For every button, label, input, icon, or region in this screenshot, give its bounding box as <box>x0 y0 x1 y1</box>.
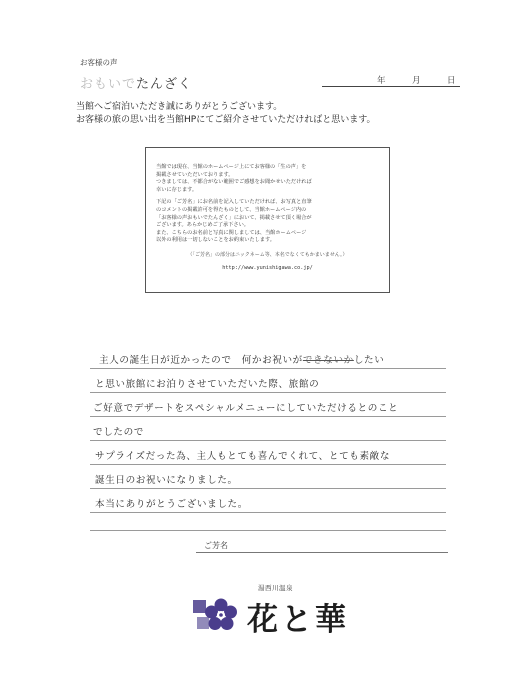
title-dark-part: たんざく <box>136 77 193 92</box>
comment-rule <box>90 440 446 441</box>
voice-label: お客様の声 <box>80 58 118 67</box>
notice-line: 下記の「ご芳名」にお名前を記入していただければ、お写真と直筆 <box>156 199 312 206</box>
handwritten-text: 主人の誕生日が近かったので 何かお祝いが <box>99 355 303 366</box>
handwritten-line-4: でしたので <box>93 427 144 438</box>
logo-subtitle: 湯西川温泉 <box>258 584 293 592</box>
handwritten-strikethrough: できないか <box>302 355 354 366</box>
handwritten-text: したい <box>353 355 385 366</box>
intro-line-2: お客様の旅の思い出を当館HPにてご紹介させていただければと思います。 <box>76 115 376 125</box>
intro-line-1: 当館へご宿泊いただき誠にありがとうございます。 <box>76 102 283 112</box>
notice-line: 当館では現在、当館のホームページ上にてお客様の「生の声」を <box>156 164 307 170</box>
handwritten-line-1 <box>99 352 384 366</box>
handwritten-line-3: ご好意でデザートをスペシャルメニューにしていただけるとのこと <box>93 403 399 414</box>
notice-line: つきましては、不都合がない範囲でご感想をお聞かせいただければ <box>156 179 312 186</box>
notice-url: http://www.yunishigawa.co.jp/ <box>222 264 313 271</box>
notice-line: ございます。あらかじめご了承下さい。 <box>156 222 249 229</box>
date-month-label: 月 <box>412 76 421 86</box>
comment-rule <box>90 368 446 369</box>
flower-logo-icon <box>193 593 241 637</box>
date-year-label: 年 <box>377 76 386 86</box>
page-title <box>80 73 192 92</box>
handwritten-line-6: 誕生日のお祝いになりました。 <box>95 475 238 486</box>
notice-line: 「お客様の声おもいでたんざく」において、掲載させて頂く場合が <box>156 214 312 221</box>
handwritten-line-7: 本当にありがとうございました。 <box>95 499 248 510</box>
handwritten-line-2: と思い旅館にお泊りさせていただいた際、旅館の <box>95 379 320 390</box>
notice-line: 以外の利用は一切しないことをお約束いたします。 <box>156 237 275 244</box>
handwritten-line-5: サプライズだった為、主人もとても喜んでくれて、とても素敵な <box>95 451 391 462</box>
comment-rule <box>90 392 446 393</box>
notice-caution: （「ご芳名」の部分はニックネーム等、本名でなくてもかまいません。） <box>187 251 348 258</box>
notice-box <box>145 147 390 293</box>
signature-line <box>196 552 448 553</box>
date-field-line <box>322 86 460 87</box>
comment-rule <box>90 488 446 489</box>
notice-line: のコメントの掲載許可を得たものとして、当館ホームページ内の <box>156 206 307 213</box>
logo-name: 花と華 <box>247 602 349 638</box>
notice-line: 掲載させていただいております。 <box>156 171 234 178</box>
title-light-part: おもいで <box>80 77 137 92</box>
comment-rule <box>90 512 446 513</box>
signature-label: ご芳名 <box>204 541 228 550</box>
date-day-label: 日 <box>447 76 456 86</box>
comment-rule <box>90 464 446 465</box>
comment-rule <box>90 416 446 417</box>
notice-line: 幸いに存じます。 <box>156 186 198 193</box>
notice-line: また、こちらのお名前と写真に関しましては、当館ホームページ <box>156 229 307 236</box>
comment-rule <box>90 530 446 531</box>
